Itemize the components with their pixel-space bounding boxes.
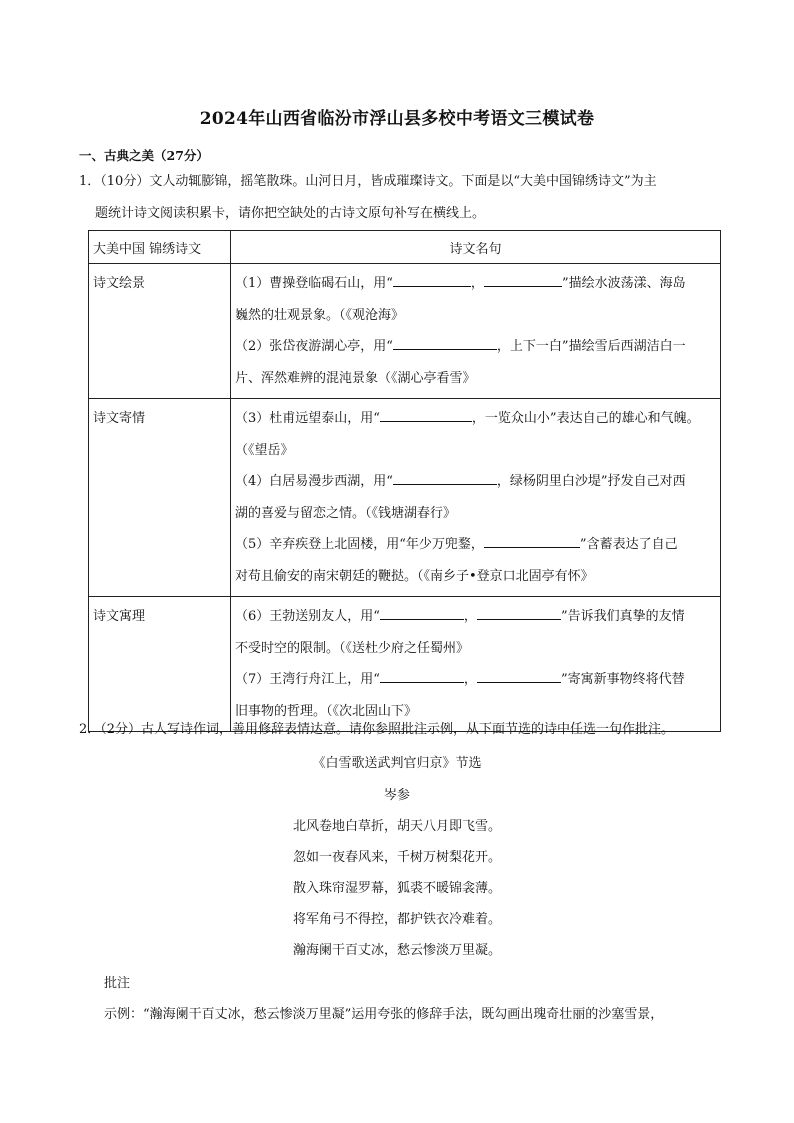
annotation-example: 示例：“瀚海阑干百丈冰，愁云惨淡万里凝”运用夸张的修辞手法，既勾画出瑰奇壮丽的沙塞雪景， xyxy=(104,1007,664,1022)
section-heading: 一、古典之美（27分） xyxy=(79,148,209,163)
answer-blank[interactable] xyxy=(393,273,471,287)
item-line: （《望岳》 xyxy=(235,442,294,458)
table-header-row xyxy=(89,231,721,264)
question-1-line-2: 题统计诗文阅读积累卡，请你把空缺处的古诗文原句补写在横线上。 xyxy=(95,206,486,221)
exam-title: 2024年山西省临汾市浮山县多校中考语文三模试卷 xyxy=(199,109,595,129)
poem-line: 将军角弓不得控，都护铁衣冷难着。 xyxy=(292,912,501,927)
table-row xyxy=(89,597,721,732)
answer-blank[interactable] xyxy=(393,471,497,485)
row-content xyxy=(231,264,721,399)
poem-author: 岑参 xyxy=(383,788,410,803)
header-category: 大美中国 锦绣诗文 xyxy=(89,231,231,264)
item-line: （3）杜甫远望泰山，用“ ，一览众山小”表达自己的雄心和气魄。 xyxy=(235,403,716,435)
answer-blank[interactable] xyxy=(393,336,497,350)
question-2: 2．（2分）古人写诗作词，善用修辞表情达意。请你参照批注示例，从下面节选的诗中任选一句作批注。 xyxy=(79,722,675,737)
poem-title: 《白雪歌送武判官归京》节选 xyxy=(312,756,482,771)
item-line: （5）辛弃疾登上北固楼，用“年少万兜鍪， ”含蓄表达了自己 xyxy=(235,529,716,561)
row-content xyxy=(231,597,721,732)
item-line: 片、浑然难辨的混沌景象（《湖心亭看雪》 xyxy=(235,370,476,386)
answer-blank[interactable] xyxy=(380,408,472,422)
answer-blank[interactable] xyxy=(380,606,464,620)
item-line: 旧事物的哲理。（《次北固山下》 xyxy=(235,703,418,719)
item-line: （1）曹操登临碣石山，用“ ， ”描绘水波荡漾、海岛 xyxy=(235,268,716,300)
poem-line: 瀚海阑干百丈冰，愁云惨淡万里凝。 xyxy=(292,943,501,958)
poem-table xyxy=(88,230,721,732)
answer-blank[interactable] xyxy=(380,669,464,683)
row-category: 诗文绘景 xyxy=(89,264,231,399)
poem-line: 忽如一夜春风来，千树万树梨花开。 xyxy=(292,850,501,865)
item-line: 湖的喜爱与留恋之情。（《钱塘湖春行》 xyxy=(235,505,457,521)
header-content: 诗文名句 xyxy=(231,231,721,264)
answer-blank[interactable] xyxy=(484,534,580,548)
table-row xyxy=(89,399,721,597)
annotation-label: 批注 xyxy=(104,976,131,991)
row-category: 诗文寄情 xyxy=(89,399,231,597)
row-category: 诗文寓理 xyxy=(89,597,231,732)
item-line: 对苟且偷安的南宋朝廷的鞭挞。（《南乡子•登京口北固亭有怀》 xyxy=(235,568,594,584)
answer-blank[interactable] xyxy=(477,669,561,683)
answer-blank[interactable] xyxy=(477,606,561,620)
poem-line: 北风卷地白草折，胡天八月即飞雪。 xyxy=(292,819,501,834)
table-row xyxy=(89,264,721,399)
poem-line: 散入珠帘湿罗幕，狐裘不暖锦衾薄。 xyxy=(292,881,501,896)
item-line: （2）张岱夜游湖心亭，用“ ，上下一白”描绘雪后西湖洁白一 xyxy=(235,331,716,363)
row-content xyxy=(231,399,721,597)
answer-blank[interactable] xyxy=(484,273,562,287)
item-line: （6）王勃送别友人，用“ ， ”告诉我们真挚的友情 xyxy=(235,601,716,633)
item-line: （7）王湾行舟江上，用“ ， ”寄寓新事物终将代替 xyxy=(235,664,716,696)
item-line: 巍然的壮观景象。（《观沧海》 xyxy=(235,307,405,323)
question-1-line-1: 1．（10分）文人动辄膨锦，摇笔散珠。山河日月，皆成璀璨诗文。下面是以“大美中国锦绣诗文”为主 xyxy=(79,174,657,189)
item-line: （4）白居易漫步西湖，用“ ，绿杨阴里白沙堤”抒发自己对西 xyxy=(235,466,716,498)
item-line: 不受时空的限制。（《送杜少府之任蜀州》 xyxy=(235,640,470,656)
